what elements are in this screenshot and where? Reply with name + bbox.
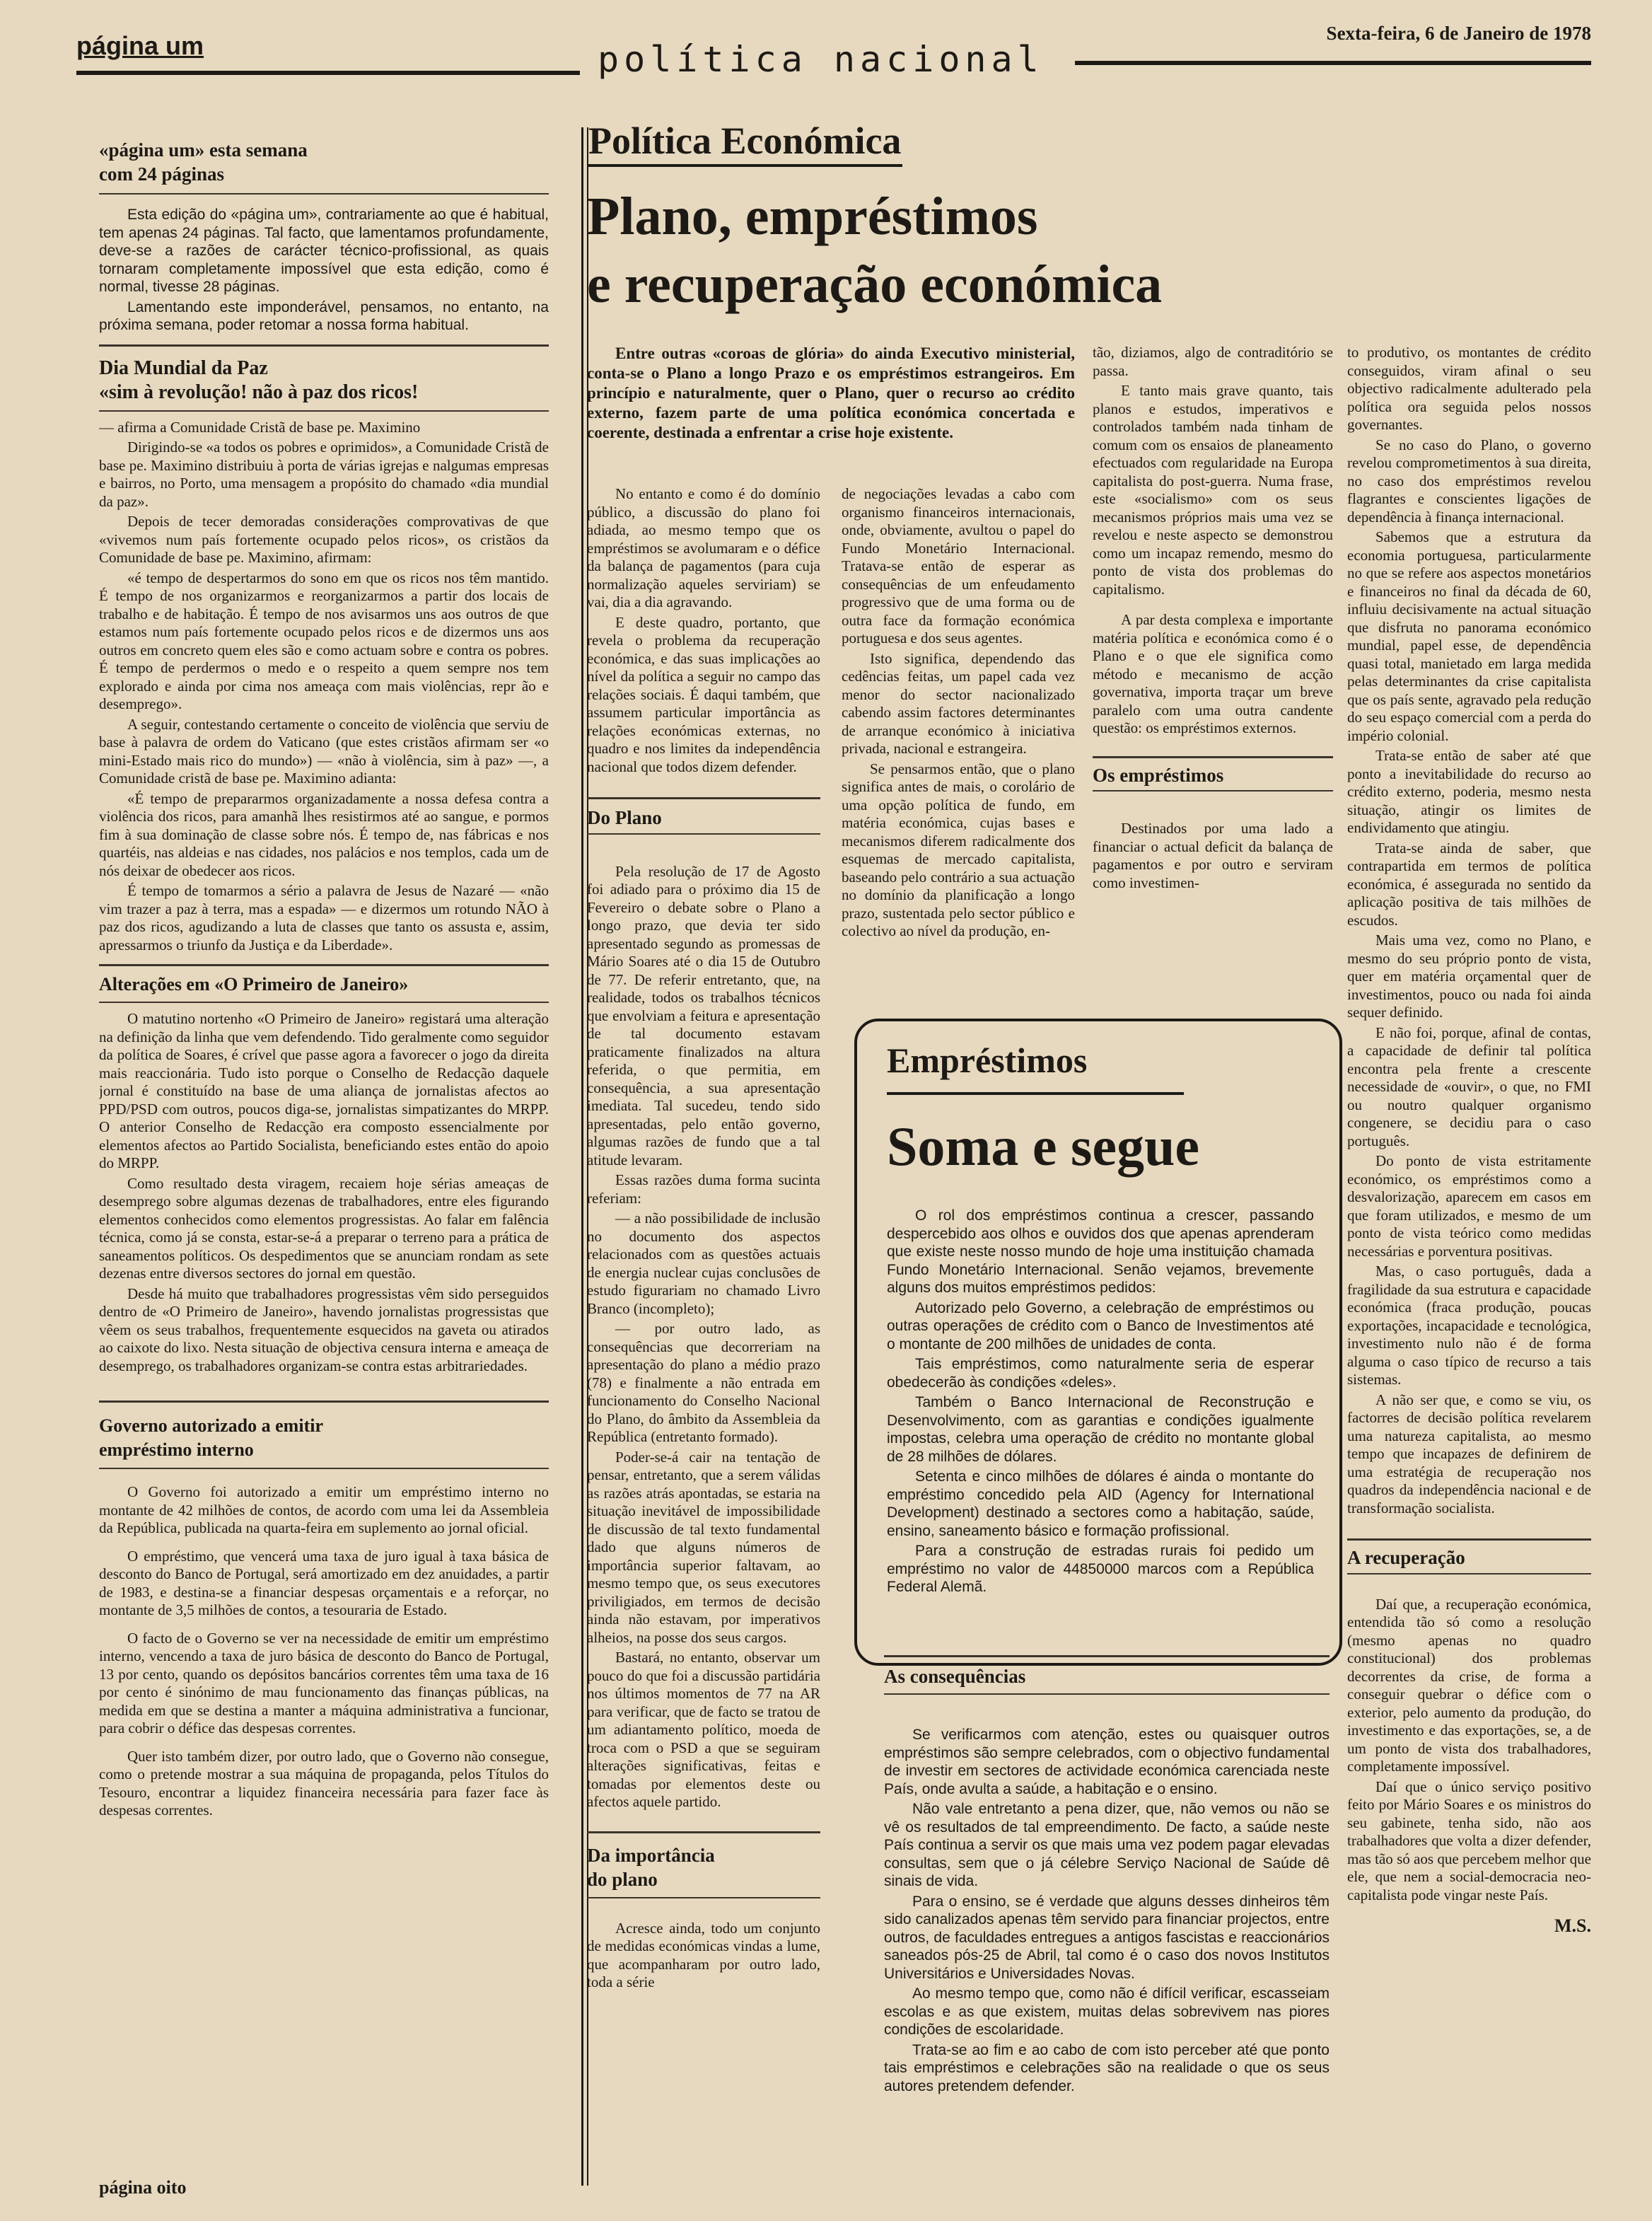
box-paragraph: Para a construção de estradas rurais foi pedido um empréstimo no valor de 44850000 marcos com a República Federal Alemã. xyxy=(887,1543,1314,1595)
main-column-2 xyxy=(842,485,1075,987)
box-paragraph: Tais empréstimos, como naturalmente seria de esperar obedecerão às condições «deles». xyxy=(887,1356,1314,1391)
do-plano-title: Do Plano xyxy=(587,807,662,828)
governo-article xyxy=(99,1414,549,1820)
importancia-title-line1: Da importância xyxy=(587,1844,715,1866)
do-plano-paragraph: Poder-se-á cair na tentação de pensar, entretanto, que a serem válidas as razões atrás apontadas, se estaria na situação inevitável de impossibilidade de discussão de tal texto fundamental dado que alguns números de importância superior faltavam, ao mesmo tempo que, os seus executores priviligiados, em termos de decisão ainda não estavam, por imperativos alheios, na posse dos seus cargos. xyxy=(587,1448,820,1646)
governo-rule xyxy=(99,1468,549,1469)
peace-title-line1: Dia Mundial da Paz xyxy=(99,356,268,379)
article-paragraph: Mais uma vez, como no Plano, e mesmo do seu próprio ponto de vista, quer em matéria orçamental quer de investimentos, pouco ou nada foi ainda sequer definido. xyxy=(1347,932,1591,1021)
page-label: página um xyxy=(76,31,204,60)
consequencias-paragraph: Não vale entretanto a pena dizer, que, não vemos ou não se vê os resultados de tal empreendimento. De facto, a saúde neste País continua a servir os que mais uma vez podem pagar elevadas consultas, sem que o já célebre Serviço Nacional de Saúde dê sinais de vida. xyxy=(884,1801,1330,1889)
peace-title-line2: «sim à revolução! não à paz dos ricos! xyxy=(99,381,419,403)
article-paragraph: No entanto e como é do domínio público, a discussão do plano foi adiada, ao mesmo tempo que os empréstimos se avolumaram e o défice da balança de pagamentos (para cuja normalização aqueles serviriam) se vai, dia a dia agravando. xyxy=(587,485,820,610)
peace-paragraph: Depois de tecer demoradas considerações comprovativas de que «vivemos num país fortemente ocupado pelos ricos», os cristãos da Comunidade de base pe. Maximino, afirmam: xyxy=(99,513,549,566)
do-plano-rule xyxy=(587,833,820,835)
governo-paragraph: O Governo foi autorizado a emitir um empréstimo interno no montante de 42 milhões de contos, de acordo com uma lei da Assembleia da República, publicada na quarta-feira em suplemento ao jornal oficial. xyxy=(99,1483,549,1536)
peace-paragraph: É tempo de tomarmos a sério a palavra de Jesus de Nazaré — «não vim trazer a paz à terra, mas a espada» — e dizermos um rotundo NÃO à paz dos ricos, agudizando a luta de classes que tanto os assusta e, assim, apressarmos o triunfo da Justiça e da Liberdade». xyxy=(99,882,549,953)
section-rule xyxy=(587,797,820,799)
peace-paragraph: Dirigindo-se «a todos os pobres e oprimidos», a Comunidade Cristã de base pe. Maximino distribuiu à porta de várias igrejas e nalgumas empresas e bairros, no Porto, uma mensagem a propósito do chamado «dia mundial da paz». xyxy=(99,439,549,510)
do-plano-paragraph: Pela resolução de 17 de Agosto foi adiado para o próximo dia 15 de Fevereiro o debate sobre o Plano a longo prazo, que devia ter sido apresentado segundo as promessas de Mário Soares até o dia 15 de Outubro de 77. De referir entretanto, que, na realidade, todos os trabalhos técnicos que envolviam a feitura e apresentação de tal documento estavam praticamente finalizados na altura referida, o que permitia, em consequência, a sua apresentação imediata. Tal sucedeu, tendo sido apresentadas, pelo então governo, algumas razões de fundo que a tal atitude levaram. xyxy=(587,862,820,1169)
peace-rule xyxy=(99,410,549,412)
importancia-title-line2: do plano xyxy=(587,1868,658,1890)
box-body xyxy=(887,1207,1314,1599)
section-rule xyxy=(1347,1538,1591,1541)
janeiro-paragraph: Desde há muito que trabalhadores progressistas vêm sido perseguidos dentro de «O Primeiro de Janeiro», havendo jornalistas progressistas que vêem os seus trabalhos, frequentemente esquecidos na gaveta ou atirados ao caixote do lixo. Nesta situação de objectiva censura interna e ameaça de desemprego, os trabalhadores organizam-se contra estas arbitrariedades. xyxy=(99,1285,549,1374)
article-paragraph: Mas, o caso português, dada a fragilidade da sua estrutura e capacidade económica (fraca produção, poucas exportações, incapacidade e tecnológica, investimento nulo não é de forma alguma o caso típico de recurso a tais sistemas. xyxy=(1347,1263,1591,1388)
recuperacao-paragraph: Daí que, a recuperação económica, entendida tão só como a resolução (mesmo apenas no quadro constitucional) dos problemas decorrentes da crise, de forma a conseguir quebrar o défice com o exterior, pelo aumento da produção, do investimento e das exportações, se, a de um ponto de vista dos trabalhadores, completamente impossível. xyxy=(1347,1595,1591,1775)
box-kicker-rule xyxy=(887,1092,1184,1095)
box-paragraph: Também o Banco Internacional de Reconstrução e Desenvolvimento, com as garantias e condições igualmente impostas, celebra uma operação de crédito no montante global de 28 milhões de dólares. xyxy=(887,1394,1314,1465)
importancia-paragraph: Acresce ainda, todo um conjunto de medidas económicas vindas a lume, que acompanharam por outro lado, toda a série xyxy=(587,1919,820,1990)
janeiro-paragraph: Como resultado desta viragem, recaiem hoje sérias ameaças de desemprego sobre algumas dezenas de trabalhadores, entre eles figurando elementos conhecidos como elementos progressistas. Ao falar em falência técnica, como já se consta, estar-se-á a preparar o terreno para a prática de saneamentos políticos. Os despedimentos que se anunciam rondam as sete dezenas entre diversos sectores do jornal em questão. xyxy=(99,1174,549,1282)
do-plano-paragraph: Bastará, no entanto, observar um pouco do que foi a discussão partidária nos últimos momentos de 77 na AR para verificar, que de facto se tratou de um adiantamento político, moeda de troca com o PSD a que se seguiram alterações significativas, feitas e tomadas por elementos deste ou afectos aquele partido. xyxy=(587,1649,820,1810)
recuperacao-rule xyxy=(1347,1573,1591,1575)
headline-line2: e recuperação económica xyxy=(587,255,1163,314)
left-column xyxy=(99,138,549,2186)
article-paragraph: Do ponto de vista estritamente económico, os empréstimos como a desvalorização, aparecem em casos em que foram utilizados, e mesmo de um ponto de vista teórico como medidas necessárias e porventura positivas. xyxy=(1347,1152,1591,1260)
article-paragraph: Trata-se ainda de saber, que contrapartida em termos de política económica, é assegurada no sentido da aplicação positiva de tais milhões de escudos. xyxy=(1347,839,1591,929)
governo-title-line1: Governo autorizado a emitir xyxy=(99,1415,323,1436)
emprestimos-rule xyxy=(1093,790,1333,791)
notice-title-line2: com 24 páginas xyxy=(99,163,225,185)
notice-paragraph: Esta edição do «página um», contrariamente ao que é habitual, tem apenas 24 páginas. Tal facto, que lamentamos profundamente, deve-se a razões de carácter técnico-profissional, as quais tornaram completamente impossível que esta edição, como é normal, tivesse 28 páginas. xyxy=(99,207,549,295)
headline xyxy=(587,182,1162,318)
masthead-rule-right xyxy=(1075,61,1591,65)
do-plano-paragraph: — a não possibilidade de inclusão no documento dos aspectos relacionados com as questões actuais de energia nuclear cujas conclusões de estudo figurariam no chamado Livro Branco (incompleto); xyxy=(587,1210,820,1317)
peace-paragraph: A seguir, contestando certamente o conceito de violência que serviu de base à palavra de ordem do Vaticano (que estes cristãos afirmam ser «o mini-Estado mais rico do mundo») — «não à violência, sim à paz» —, a Comunidade cristã de base pe. Maximino adianta: xyxy=(99,715,549,787)
importancia-rule xyxy=(587,1897,820,1898)
article-paragraph: Se pensarmos então, que o plano significa antes de mais, o corolário de uma opção política de fundo, em matéria económica, cujas bases e mecanismos diferem radicalmente dos esquemas de mercado capitalista, baseando pelo contrário a sua actuação no domínio da planificação a longo prazo, sustentada pelo sector público e colectivo ao nível da produção, en- xyxy=(842,760,1075,939)
governo-title-line2: empréstimo interno xyxy=(99,1439,254,1460)
emprestimos-paragraph: Destinados por uma lado a financiar o actual deficit da balança de pagamentos e por outro e serviram como investimen- xyxy=(1093,820,1333,891)
section-rule xyxy=(99,964,549,966)
section-rule xyxy=(99,344,549,347)
box-paragraph: Autorizado pelo Governo, a celebração de empréstimos ou outras operações de crédito com o Banco de Investimentos até o montante de 200 milhões de unidades de conta. xyxy=(887,1299,1314,1352)
janeiro-rule xyxy=(99,1002,549,1003)
section-rule xyxy=(587,1831,820,1833)
article-paragraph: tão, diziamos, algo de contraditório se passa. xyxy=(1093,344,1333,379)
article-paragraph: de negociações levadas a cabo com organismo financeiros internacionais, onde, obviamente, avultou o papel do Fundo Monetário Internacional. Tratava-se então de esperar as consequências de um enfeudamento progressivo que de uma forma ou de outra face da formação económica portuguesa e dos seus agentes. xyxy=(842,485,1075,646)
consequencias-paragraph: Trata-se ao fim e ao cabo de com isto perceber até que ponto tais empréstimos e celebrações são na realidade o que os seus autores pretendem defender. xyxy=(884,2041,1330,2094)
lead-paragraph: Entre outras «coroas de glória» do ainda Executivo ministerial, conta-se o Plano a longo Prazo e os empréstimos estrangeiros. Em princípio e naturalmente, quer o Plano, quer o recurso ao crédito externo, fazem parte de uma política económica concertada e coerente, destinada a enfrentar a crise hoje existente. xyxy=(587,344,1075,441)
peace-paragraph: «É tempo de prepararmos organizadamente a nossa defesa contra a violência dos ricos, para amanhã lhes resistirmos até ao sangue, e pormos fim à sua dominação de classe sobre nós. É tempo de, nas fábricas e nos quartéis, nas aldeias e nas cidades, nos palácios e nos templos, cada um de nós deixar de obedecer aos ricos. xyxy=(99,789,549,879)
article-paragraph: to produtivo, os montantes de crédito conseguidos, viram afinal o seu objectivo radicalmente adulterado pela política ora seguida pelos nossos governantes. xyxy=(1347,344,1591,433)
janeiro-title: Alterações em «O Primeiro de Janeiro» xyxy=(99,974,409,994)
author-signature: M.S. xyxy=(1554,1915,1591,1936)
do-plano-paragraph: Essas razões duma forma sucinta referiam: xyxy=(587,1171,820,1207)
consequencias-paragraph: Ao mesmo tempo que, como não é difícil verificar, escasseiam escolas e as que existem, muitas delas sobrevivem nas piores condições de escolaridade. xyxy=(884,1985,1330,2038)
consequencias-title: As consequências xyxy=(884,1666,1026,1687)
article-paragraph: A não ser que, e como se viu, os factorres de decisão política revelarem uma natureza capitalista, ao mesmo tempo que incapazes de definirem de uma estratégia de recuperação nos quadros da independência nacional e de transformação socialista. xyxy=(1347,1391,1591,1517)
article-paragraph: Isto significa, dependendo das cedências feitas, um papel cada vez menor do sector nacionalizado cabendo assim factores determinantes de arranque económico à iniciativa privada, nacional e estrangeira. xyxy=(842,649,1075,757)
consequencias-rule xyxy=(884,1693,1330,1695)
boxed-sidebar xyxy=(854,1019,1342,1666)
peace-paragraph: «é tempo de despertarmos do sono em que os ricos nos têm mantido. É tempo de nos organizarmos e reorganizarmos a partir dos locais de trabalho e de habitação. É tempo de nos avisarmos uns aos outros de que estamos num país fortemente ocupado pelos ricos e de dizermos uns aos outros em concreto quem eles são e como actuam sobre e contra os pobres. É tempo de perdermos o medo e o respeito a quem sempre nos tem explorado e ainda por cima nos ameaça com mais violências, repr ão e desemprego». xyxy=(99,569,549,712)
section-title: política nacional xyxy=(598,39,1044,80)
headline-line1: Plano, empréstimos xyxy=(587,187,1038,246)
notice-box xyxy=(99,138,549,335)
article-paragraph: E não foi, porque, afinal de contas, a capacidade de definir tal política encontra pela frente a crescente necessidade de «ouvir», o que, no FMI ou noutro qualquer organismo congenere, se decidiu para o caso português. xyxy=(1347,1023,1591,1149)
article-paragraph: E deste quadro, portanto, que revela o problema da recuperação económica, e das suas implicações ao nível da política a seguir no campo das relações sociais. É daqui também, que assumem particular importância as relações económicas externas, no quadro e nos limites da independência nacional que todos dizem defender. xyxy=(587,613,820,775)
footer-page-label: página oito xyxy=(99,2177,187,2198)
consequencias-article xyxy=(884,1655,1330,2164)
recuperacao-paragraph: Daí que o único serviço positivo feito por Mário Soares e os ministros do seu gabinete, tenha sido, não aos trabalhadores que volta a dizer defender, mas tão só aos que percebem melhor que ele, que nem a social-democracia neo-capitalista pode vingar neste País. xyxy=(1347,1778,1591,1903)
article-paragraph: Se no caso do Plano, o governo revelou comprometimentos à sua direita, no caso dos empréstimos revelou flagrantes e conscientes ligações de dependência à finança internacional. xyxy=(1347,436,1591,526)
governo-paragraph: Quer isto também dizer, por outro lado, que o Governo não consegue, como o pretende mostrar a sua máquina de propaganda, pelos Títulos do Tesouro, encontrar a liquidez financeira necessária para fazer face às despesas correntes. xyxy=(99,1747,549,1819)
section-rule xyxy=(1093,756,1333,758)
box-title: Soma e segue xyxy=(887,1115,1199,1177)
section-rule xyxy=(99,1401,549,1403)
notice-rule xyxy=(99,193,549,195)
governo-paragraph: O empréstimo, que vencerá uma taxa de juro igual à taxa básica de desconto do Banco de Portugal, será amortizado em dez anuidades, a partir de 1983, e destina-se a financiar despesas orçamentais e a reforçar, no montante de 3,5 milhões de contos, a tesouraria de Estado. xyxy=(99,1547,549,1618)
box-paragraph: Setenta e cinco milhões de dólares é ainda o montante do empréstimo concedido pela AID (Agency for International Development) destinado a sectores como a habitação, saúde, ensino, saneamento básico e formação profissional. xyxy=(887,1468,1314,1539)
article-paragraph: Sabemos que a estrutura da economia portuguesa, particularmente no que se refere aos aspectos monetários e financeiros no final da década de 60, influiu decisivamente na actual situação que disfruta no panorama económico mundial, papel esse, de dependência quasi total, manietado em larga medida pelas determinantes da crise capitalista que os país sente, agravado pela redução do seu espaço comercial com a perda do império colonial. xyxy=(1347,528,1591,744)
article-paragraph: E tanto mais grave quanto, tais planos e estudos, imperativos e controlados também nada tinham de comum com os ensaios de planeamento efectuados com regularidade na Europa capitalista do post-guerra. Numa frase, este «socialismo» com os seus mecanismos próprios mais uma vez se revelou e neste aspecto se demonstrou como um incapaz remendo, mesmo do ponto de vista dos problemas do capitalismo. xyxy=(1093,382,1333,598)
kicker: Política Económica xyxy=(587,119,902,167)
article-paragraph: Trata-se então de saber até que ponto a inevitabilidade do recurso ao crédito externo, poderia, mesmo nesta situação, atingir os limites de endividamento que atingiu. xyxy=(1347,747,1591,836)
peace-article xyxy=(99,356,549,955)
emprestimos-title: Os empréstimos xyxy=(1093,764,1224,786)
main-column-1 xyxy=(587,485,820,2186)
masthead-rule-left xyxy=(76,71,580,75)
article-paragraph: A par desta complexa e importante matéria política e económica como é o Plano e o que ele significa como método e mecanismo de acção governativa, importa traçar um breve paralelo com uma outra candente questão: os empréstimos externos. xyxy=(1093,611,1333,736)
consequencias-paragraph: Se verificarmos com atenção, estes ou quaisquer outros empréstimos são sempre celebrados, com o objectivo fundamental de investir em sectores de actividade económica carenciada neste País, onde avulta a saúde, a habitação e o ensino. xyxy=(884,1727,1330,1797)
main-column-3 xyxy=(1093,344,1333,980)
notice-paragraph: Lamentando este imponderável, pensamos, no entanto, na próxima semana, poder retomar a nossa forma habitual. xyxy=(99,298,549,333)
section-rule xyxy=(884,1655,1330,1657)
recuperacao-title: A recuperação xyxy=(1347,1547,1465,1568)
do-plano-paragraph: — por outro lado, as consequências que decorreriam na apresentação do plano a médio prazo (78) e finalmente a não entrada em funcionamento do Conselho Nacional do Plano, do âmbito da Assembleia da República (entretanto formado). xyxy=(587,1320,820,1445)
box-paragraph: O rol dos empréstimos continua a crescer, passando despercebido aos olhos e ouvidos dos que apenas aprenderam que existe neste nosso mundo de hoje uma instituição chamada Fundo Monetário Internacional. Senão vejamos, brevemente alguns dos muitos empréstimos pedidos: xyxy=(887,1207,1314,1296)
janeiro-paragraph: O matutino nortenho «O Primeiro de Janeiro» registará uma alteração na definição da linha que vem defendendo. Tido geralmente como seguidor da política de Soares, é crível que passe agora a favorecer o jogo da direita mais reaccionária. Tudo isto porque o Conselho de Redacção daquele jornal é constituído na base de uma aliança de jornalistas afectos ao PPD/PSD com outros, poucos diga-se, jornalistas simpatizantes do MRPP. O anterior Conselho de Redacção era composto essencialmente por elementos afectos ao Partido Socialista, beneficiando estes então do apoio do MRPP. xyxy=(99,1010,549,1171)
divider-left xyxy=(581,127,583,2186)
governo-paragraph: O facto de o Governo se ver na necessidade de emitir um empréstimo interno, vencendo a taxa de juro básica de desconto do Banco de Portugal, 13 por cento, quando os depósitos bancários correntes têm uma taxa de 16 por cento é sinónimo de mau funcionamento das finanças públicas, na medida em que se destina a manter a máquina administrativa a funcionar, para cobrir o défice das despesas correntes. xyxy=(99,1629,549,1736)
issue-date: Sexta-feira, 6 de Janeiro de 1978 xyxy=(1326,23,1591,44)
consequencias-paragraph: Para o ensino, se é verdade que alguns desses dinheiros têm sido canalizados apenas têm servido para financiar projectos, entre outros, de faculdades entregues a antigos fascistas e reaccionários saneados pós-25 de Abril, tal como é o caso dos novos Institutos Universitários e Universidades Novas. xyxy=(884,1893,1330,1982)
janeiro-article xyxy=(99,973,549,1375)
main-column-4 xyxy=(1347,344,1591,2169)
notice-title-line1: «página um» esta semana xyxy=(99,139,308,161)
box-kicker: Empréstimos xyxy=(887,1040,1088,1080)
peace-paragraph: — afirma a Comunidade Cristã de base pe. Maximino xyxy=(99,418,421,436)
